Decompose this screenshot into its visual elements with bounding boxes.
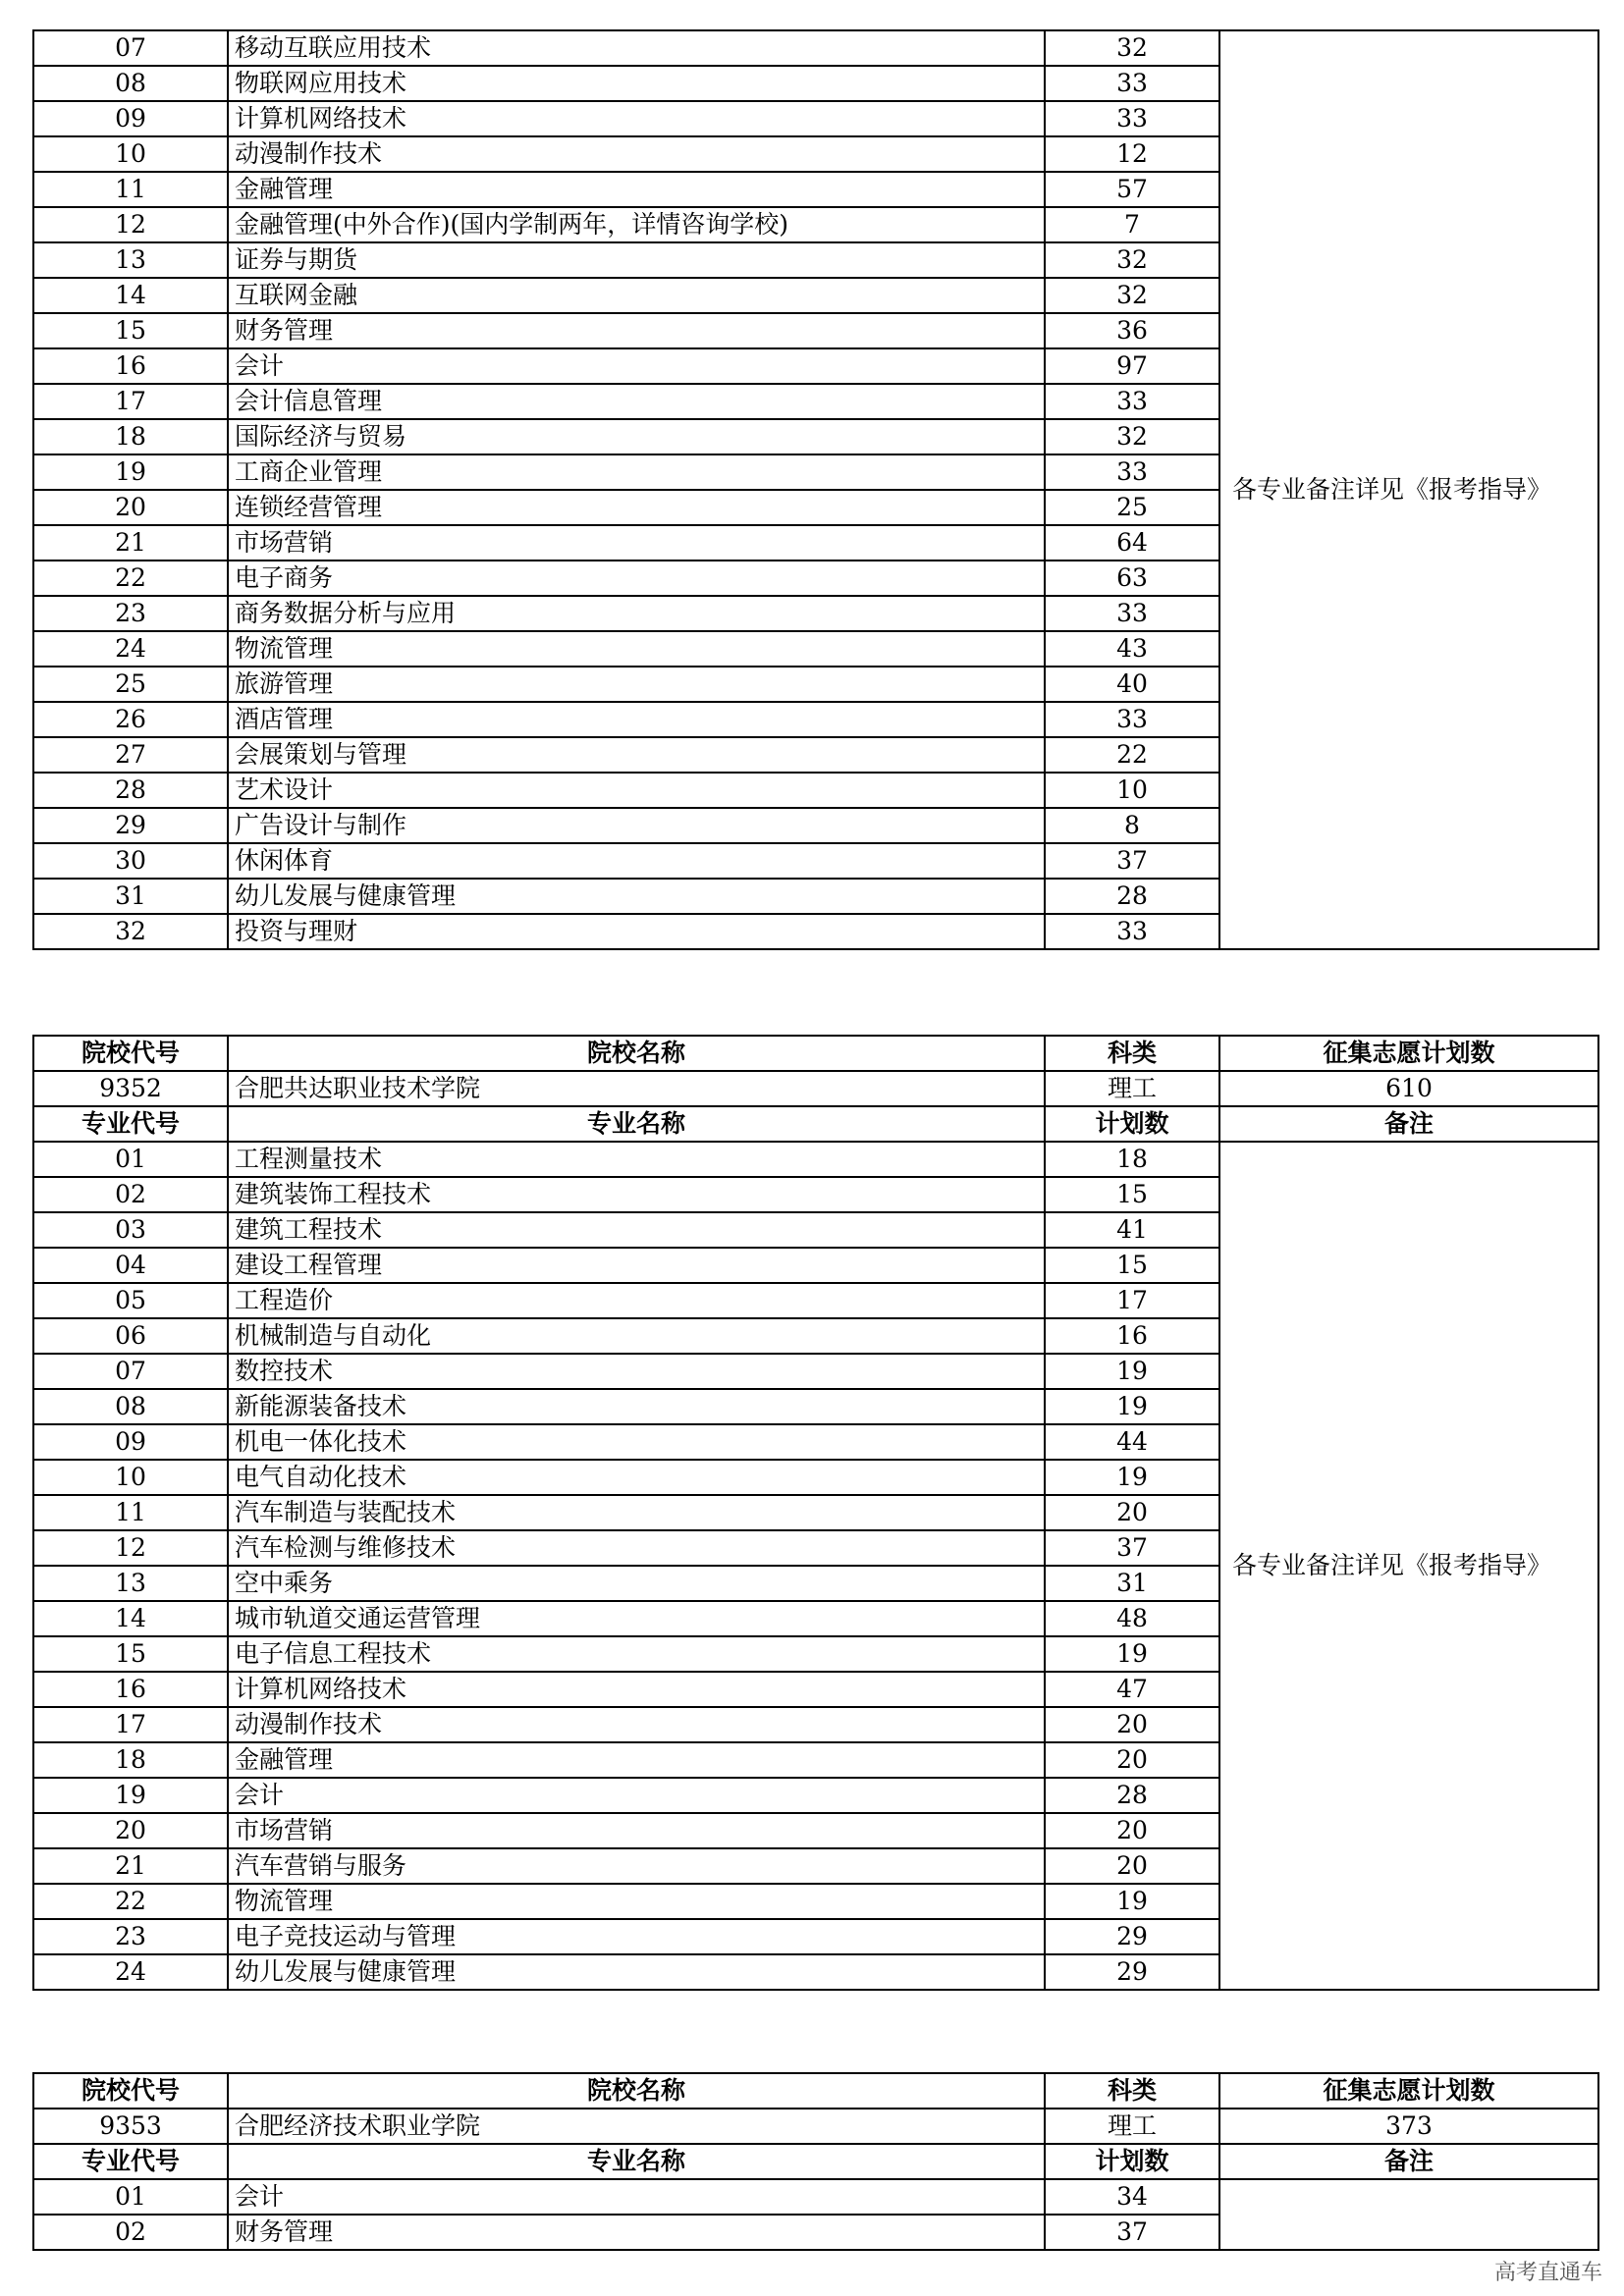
- major-name: 汽车检测与维修技术: [228, 1530, 1045, 1566]
- school-row: [33, 1071, 1598, 1106]
- subheader-note: 备注: [1219, 2144, 1598, 2179]
- subheader-row: [33, 1106, 1598, 1142]
- major-code: 19: [33, 454, 228, 490]
- school-plan-total: 610: [1219, 1071, 1598, 1106]
- major-note: [1219, 2179, 1598, 2250]
- major-plan: 19: [1045, 1884, 1219, 1919]
- major-plan: 15: [1045, 1248, 1219, 1283]
- school-code: 9352: [33, 1071, 228, 1106]
- major-name: 机电一体化技术: [228, 1424, 1045, 1460]
- major-name: 空中乘务: [228, 1566, 1045, 1601]
- major-code: 14: [33, 1601, 228, 1636]
- major-code: 11: [33, 1495, 228, 1530]
- major-plan: 19: [1045, 1636, 1219, 1672]
- major-plan: 32: [1045, 30, 1219, 66]
- major-plan: 63: [1045, 561, 1219, 596]
- major-name: 建筑装饰工程技术: [228, 1177, 1045, 1212]
- major-code: 16: [33, 348, 228, 384]
- major-plan: 33: [1045, 702, 1219, 737]
- major-plan: 33: [1045, 66, 1219, 101]
- major-code: 09: [33, 1424, 228, 1460]
- major-name: 会计: [228, 348, 1045, 384]
- major-code: 17: [33, 1707, 228, 1742]
- major-code: 07: [33, 30, 228, 66]
- major-name: 互联网金融: [228, 278, 1045, 313]
- table-row: [33, 30, 1598, 66]
- major-code: 22: [33, 561, 228, 596]
- school-plan-total: 373: [1219, 2109, 1598, 2144]
- header-school-name: 院校名称: [228, 1036, 1045, 1071]
- major-name: 汽车制造与装配技术: [228, 1495, 1045, 1530]
- major-code: 30: [33, 843, 228, 879]
- major-plan: 40: [1045, 667, 1219, 702]
- major-name: 计算机网络技术: [228, 1672, 1045, 1707]
- major-code: 04: [33, 1248, 228, 1283]
- major-code: 31: [33, 879, 228, 914]
- major-code: 23: [33, 596, 228, 631]
- major-plan: 29: [1045, 1954, 1219, 1990]
- major-name: 国际经济与贸易: [228, 419, 1045, 454]
- major-plan: 20: [1045, 1848, 1219, 1884]
- major-plan: 41: [1045, 1212, 1219, 1248]
- header-row: [33, 1036, 1598, 1071]
- school-category: 理工: [1045, 1071, 1219, 1106]
- major-code: 05: [33, 1283, 228, 1318]
- major-code: 26: [33, 702, 228, 737]
- major-name: 电子竞技运动与管理: [228, 1919, 1045, 1954]
- major-plan: 37: [1045, 843, 1219, 879]
- major-code: 24: [33, 631, 228, 667]
- major-code: 18: [33, 419, 228, 454]
- school-name: 合肥共达职业技术学院: [228, 1071, 1045, 1106]
- major-code: 03: [33, 1212, 228, 1248]
- major-code: 01: [33, 1142, 228, 1177]
- table-body: [33, 1036, 1598, 1990]
- major-code: 25: [33, 667, 228, 702]
- major-plan: 34: [1045, 2179, 1219, 2215]
- subheader-major-code: 专业代号: [33, 2144, 228, 2179]
- major-name: 新能源装备技术: [228, 1389, 1045, 1424]
- major-name: 金融管理(中外合作)(国内学制两年，详情咨询学校): [228, 207, 1045, 242]
- major-name: 艺术设计: [228, 773, 1045, 808]
- major-plan: 29: [1045, 1919, 1219, 1954]
- major-name: 会展策划与管理: [228, 737, 1045, 773]
- major-name: 计算机网络技术: [228, 101, 1045, 136]
- major-plan: 48: [1045, 1601, 1219, 1636]
- school-category: 理工: [1045, 2109, 1219, 2144]
- major-code: 13: [33, 242, 228, 278]
- major-plan: 20: [1045, 1495, 1219, 1530]
- major-code: 10: [33, 136, 228, 172]
- major-plan: 19: [1045, 1389, 1219, 1424]
- major-plan: 37: [1045, 1530, 1219, 1566]
- major-plan: 17: [1045, 1283, 1219, 1318]
- major-plan: 33: [1045, 596, 1219, 631]
- major-name: 投资与理财: [228, 914, 1045, 949]
- major-name: 汽车营销与服务: [228, 1848, 1045, 1884]
- school-name: 合肥经济技术职业学院: [228, 2109, 1045, 2144]
- subheader-row: [33, 2144, 1598, 2179]
- major-name: 酒店管理: [228, 702, 1045, 737]
- major-name: 广告设计与制作: [228, 808, 1045, 843]
- major-name: 建筑工程技术: [228, 1212, 1045, 1248]
- header-category: 科类: [1045, 1036, 1219, 1071]
- major-name: 数控技术: [228, 1354, 1045, 1389]
- major-plan: 33: [1045, 101, 1219, 136]
- major-code: 08: [33, 1389, 228, 1424]
- major-plan: 19: [1045, 1460, 1219, 1495]
- major-plan: 7: [1045, 207, 1219, 242]
- major-code: 15: [33, 1636, 228, 1672]
- header-school-code: 院校代号: [33, 2073, 228, 2109]
- major-name: 商务数据分析与应用: [228, 596, 1045, 631]
- major-name: 机械制造与自动化: [228, 1318, 1045, 1354]
- major-note: 各专业备注详见《报考指导》: [1219, 1142, 1598, 1990]
- major-code: 10: [33, 1460, 228, 1495]
- major-code: 08: [33, 66, 228, 101]
- major-name: 工商企业管理: [228, 454, 1045, 490]
- major-plan: 32: [1045, 278, 1219, 313]
- major-name: 电子商务: [228, 561, 1045, 596]
- major-code: 21: [33, 525, 228, 561]
- major-code: 20: [33, 490, 228, 525]
- subheader-plan: 计划数: [1045, 1106, 1219, 1142]
- major-plan: 47: [1045, 1672, 1219, 1707]
- major-code: 32: [33, 914, 228, 949]
- major-name: 休闲体育: [228, 843, 1045, 879]
- admissions-table-9353: [32, 2072, 1599, 2251]
- subheader-plan: 计划数: [1045, 2144, 1219, 2179]
- major-plan: 10: [1045, 773, 1219, 808]
- major-plan: 43: [1045, 631, 1219, 667]
- major-name: 电子信息工程技术: [228, 1636, 1045, 1672]
- major-plan: 20: [1045, 1742, 1219, 1778]
- table-body: [33, 30, 1598, 949]
- header-plan-total: 征集志愿计划数: [1219, 1036, 1598, 1071]
- major-name: 物流管理: [228, 631, 1045, 667]
- major-code: 29: [33, 808, 228, 843]
- major-name: 财务管理: [228, 313, 1045, 348]
- major-code: 15: [33, 313, 228, 348]
- major-plan: 32: [1045, 419, 1219, 454]
- major-code: 02: [33, 1177, 228, 1212]
- major-code: 23: [33, 1919, 228, 1954]
- major-code: 02: [33, 2215, 228, 2250]
- major-code: 11: [33, 172, 228, 207]
- major-name: 会计信息管理: [228, 384, 1045, 419]
- major-name: 幼儿发展与健康管理: [228, 879, 1045, 914]
- major-plan: 18: [1045, 1142, 1219, 1177]
- header-school-name: 院校名称: [228, 2073, 1045, 2109]
- major-code: 14: [33, 278, 228, 313]
- major-name: 会计: [228, 2179, 1045, 2215]
- major-name: 幼儿发展与健康管理: [228, 1954, 1045, 1990]
- major-plan: 12: [1045, 136, 1219, 172]
- major-name: 市场营销: [228, 525, 1045, 561]
- table-row: [33, 2179, 1598, 2215]
- major-code: 07: [33, 1354, 228, 1389]
- major-name: 电气自动化技术: [228, 1460, 1045, 1495]
- major-code: 18: [33, 1742, 228, 1778]
- school-code: 9353: [33, 2109, 228, 2144]
- major-name: 工程测量技术: [228, 1142, 1045, 1177]
- major-plan: 44: [1045, 1424, 1219, 1460]
- major-plan: 36: [1045, 313, 1219, 348]
- major-plan: 16: [1045, 1318, 1219, 1354]
- major-name: 动漫制作技术: [228, 1707, 1045, 1742]
- major-code: 17: [33, 384, 228, 419]
- major-name: 旅游管理: [228, 667, 1045, 702]
- major-code: 21: [33, 1848, 228, 1884]
- major-code: 01: [33, 2179, 228, 2215]
- major-plan: 19: [1045, 1354, 1219, 1389]
- major-plan: 25: [1045, 490, 1219, 525]
- major-plan: 28: [1045, 879, 1219, 914]
- major-name: 建设工程管理: [228, 1248, 1045, 1283]
- major-name: 连锁经营管理: [228, 490, 1045, 525]
- major-name: 物联网应用技术: [228, 66, 1045, 101]
- major-code: 28: [33, 773, 228, 808]
- subheader-major-name: 专业名称: [228, 1106, 1045, 1142]
- major-plan: 20: [1045, 1707, 1219, 1742]
- major-name: 金融管理: [228, 1742, 1045, 1778]
- major-name: 证券与期货: [228, 242, 1045, 278]
- major-plan: 37: [1045, 2215, 1219, 2250]
- subheader-note: 备注: [1219, 1106, 1598, 1142]
- major-plan: 31: [1045, 1566, 1219, 1601]
- admissions-table-9352: [32, 1035, 1599, 1991]
- major-name: 会计: [228, 1778, 1045, 1813]
- major-name: 移动互联应用技术: [228, 30, 1045, 66]
- major-code: 09: [33, 101, 228, 136]
- subheader-major-code: 专业代号: [33, 1106, 228, 1142]
- major-name: 财务管理: [228, 2215, 1045, 2250]
- major-code: 20: [33, 1813, 228, 1848]
- major-code: 24: [33, 1954, 228, 1990]
- major-name: 工程造价: [228, 1283, 1045, 1318]
- major-code: 12: [33, 1530, 228, 1566]
- subheader-major-name: 专业名称: [228, 2144, 1045, 2179]
- major-name: 金融管理: [228, 172, 1045, 207]
- major-code: 16: [33, 1672, 228, 1707]
- major-code: 12: [33, 207, 228, 242]
- major-name: 城市轨道交通运营管理: [228, 1601, 1045, 1636]
- major-plan: 8: [1045, 808, 1219, 843]
- header-category: 科类: [1045, 2073, 1219, 2109]
- major-plan: 33: [1045, 384, 1219, 419]
- major-name: 动漫制作技术: [228, 136, 1045, 172]
- major-plan: 64: [1045, 525, 1219, 561]
- major-code: 13: [33, 1566, 228, 1601]
- major-code: 19: [33, 1778, 228, 1813]
- major-code: 06: [33, 1318, 228, 1354]
- school-row: [33, 2109, 1598, 2144]
- header-plan-total: 征集志愿计划数: [1219, 2073, 1598, 2109]
- header-school-code: 院校代号: [33, 1036, 228, 1071]
- major-plan: 57: [1045, 172, 1219, 207]
- major-code: 22: [33, 1884, 228, 1919]
- major-plan: 33: [1045, 454, 1219, 490]
- major-code: 27: [33, 737, 228, 773]
- table-body: [33, 2073, 1598, 2250]
- admissions-table-continued: [32, 29, 1599, 950]
- major-name: 市场营销: [228, 1813, 1045, 1848]
- major-plan: 22: [1045, 737, 1219, 773]
- header-row: [33, 2073, 1598, 2109]
- major-plan: 33: [1045, 914, 1219, 949]
- major-name: 物流管理: [228, 1884, 1045, 1919]
- major-plan: 97: [1045, 348, 1219, 384]
- major-plan: 20: [1045, 1813, 1219, 1848]
- major-note: 各专业备注详见《报考指导》: [1219, 30, 1598, 949]
- table-row: [33, 1142, 1598, 1177]
- watermark: 高考直通车: [1493, 2261, 1602, 2285]
- major-plan: 32: [1045, 242, 1219, 278]
- major-plan: 28: [1045, 1778, 1219, 1813]
- major-plan: 15: [1045, 1177, 1219, 1212]
